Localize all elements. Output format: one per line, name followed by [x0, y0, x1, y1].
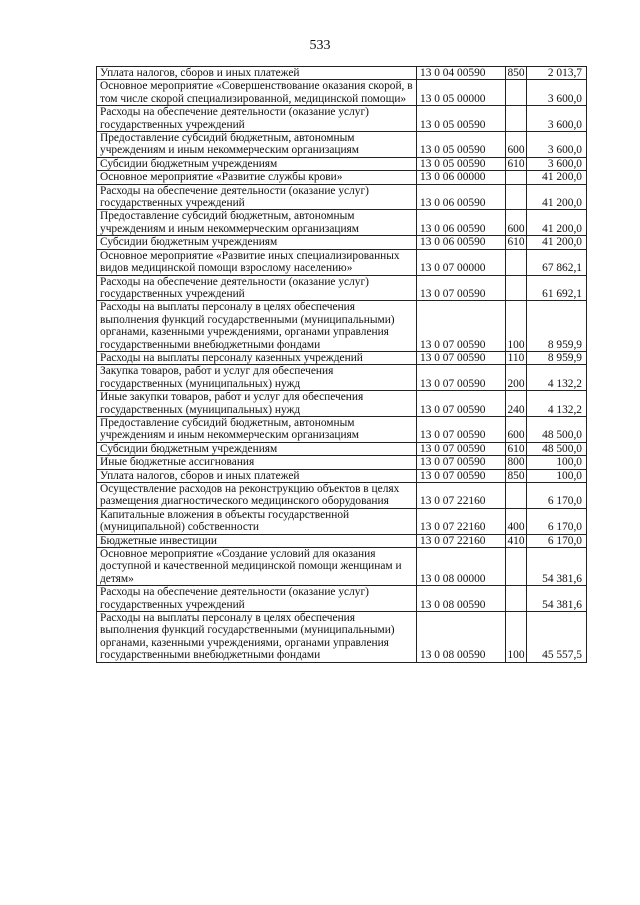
row-vr-code: [506, 249, 527, 275]
row-name: Расходы на обеспечение деятельности (оказание услуг) государственных учреждений: [97, 184, 417, 210]
row-csr-code: 13 0 07 00590: [417, 351, 506, 364]
row-csr-code: 13 0 07 00590: [417, 365, 506, 391]
table-row: [97, 210, 587, 236]
table-row: [97, 171, 587, 184]
row-name: Расходы на обеспечение деятельности (оказание услуг) государственных учреждений: [97, 106, 417, 132]
row-amount: 41 200,0: [527, 210, 587, 236]
row-name: Субсидии бюджетным учреждениям: [97, 157, 417, 170]
row-name: Капитальные вложения в объекты государственной (муниципальной) собственности: [97, 508, 417, 534]
row-csr-code: 13 0 07 00590: [417, 456, 506, 469]
row-amount: 3 600,0: [527, 80, 587, 106]
row-vr-code: 600: [506, 210, 527, 236]
table-row: [97, 249, 587, 275]
row-name: Предоставление субсидий бюджетным, автономным учреждениям и иным некоммерческим организациям: [97, 132, 417, 158]
table-row: [97, 612, 587, 663]
row-name: Закупка товаров, работ и услуг для обеспечения государственных (муниципальных) нужд: [97, 365, 417, 391]
row-vr-code: 410: [507, 534, 525, 547]
row-amount: 41 200,0: [527, 171, 587, 184]
row-csr-code: 13 0 08 00590: [417, 612, 506, 663]
row-csr-code: 13 0 08 00000: [417, 548, 506, 586]
table-row: [97, 365, 587, 391]
page-number: 533: [309, 38, 331, 53]
row-name: Осуществление расходов на реконструкцию объектов в целях размещения диагностического медицинского оборудования: [97, 483, 417, 509]
row-amount: 4 132,2: [527, 365, 587, 391]
row-vr-code: 610: [507, 236, 525, 249]
table-row: [97, 483, 587, 509]
row-csr-code: 13 0 07 00590: [417, 301, 506, 352]
row-amount: 67 862,1: [527, 249, 587, 275]
row-name: Предоставление субсидий бюджетным, автономным учреждениям и иным некоммерческим организациям: [97, 416, 417, 442]
row-name: Уплата налогов, сборов и иных платежей: [97, 469, 417, 482]
row-vr-code: [506, 586, 527, 612]
row-csr-code: 13 0 06 00590: [417, 236, 506, 249]
row-vr-code: 600: [506, 416, 527, 442]
row-name: Предоставление субсидий бюджетным, автономным учреждениям и иным некоммерческим организациям: [97, 210, 417, 236]
row-name: Основное мероприятие «Создание условий для оказания доступной и качественной медицинской помощи женщинам и детям»: [97, 548, 417, 586]
row-vr-code: 240: [506, 391, 527, 417]
row-amount: 48 500,0: [527, 416, 587, 442]
row-amount: 3 600,0: [527, 157, 587, 170]
row-csr-code: 13 0 05 00000: [417, 80, 506, 106]
row-csr-code: 13 0 06 00000: [417, 171, 506, 184]
row-csr-code: 13 0 06 00590: [417, 210, 506, 236]
row-vr-code: 610: [507, 442, 525, 455]
table-row: [97, 442, 587, 455]
row-amount: 48 500,0: [527, 442, 587, 455]
row-vr-code: [506, 106, 527, 132]
row-vr-code: 110: [506, 351, 527, 364]
row-name: Расходы на выплаты персоналу в целях обеспечения выполнения функций государственными (муниципальными) органами, казенными учреждениями, органами управления государственными внебюджетными фондами: [97, 612, 417, 663]
row-amount: 8 959,9: [527, 301, 587, 352]
row-amount: 100,0: [527, 469, 587, 482]
row-vr-code: 600: [506, 132, 527, 158]
row-name: Расходы на обеспечение деятельности (оказание услуг) государственных учреждений: [97, 586, 417, 612]
row-name: Уплата налогов, сборов и иных платежей: [97, 67, 417, 80]
table-row: [97, 157, 587, 170]
row-name: Бюджетные инвестиции: [97, 534, 417, 547]
row-vr-code: [506, 80, 527, 106]
row-vr-code: 800: [507, 456, 525, 469]
row-csr-code: 13 0 07 22160: [417, 483, 506, 509]
row-name: Иные закупки товаров, работ и услуг для обеспечения государственных (муниципальных) нужд: [97, 391, 417, 417]
row-csr-code: 13 0 05 00590: [417, 132, 506, 158]
table-row: [97, 106, 587, 132]
row-csr-code: 13 0 07 22160: [417, 534, 506, 547]
row-amount: 41 200,0: [527, 184, 587, 210]
row-vr-code: 610: [507, 157, 525, 170]
table-row: [97, 534, 587, 547]
row-name: Расходы на выплаты персоналу в целях обеспечения выполнения функций государственными (муниципальными) органами, казенными учреждениями, органами управления государственными внебюджетными фондами: [97, 301, 417, 352]
table-row: [97, 275, 587, 301]
row-name: Субсидии бюджетным учреждениям: [97, 442, 417, 455]
row-amount: 3 600,0: [527, 132, 587, 158]
row-amount: 45 557,5: [527, 612, 587, 663]
row-name: Субсидии бюджетным учреждениям: [97, 236, 417, 249]
row-vr-code: 850: [507, 67, 525, 79]
row-csr-code: 13 0 07 22160: [417, 508, 506, 534]
row-amount: 3 600,0: [527, 106, 587, 132]
table-row: [97, 236, 587, 249]
row-name: Основное мероприятие «Совершенствование оказания скорой, в том числе скорой специализированной, медицинской помощи»: [97, 80, 417, 106]
row-csr-code: 13 0 08 00590: [417, 586, 506, 612]
row-name: Расходы на обеспечение деятельности (оказание услуг) государственных учреждений: [97, 275, 417, 301]
row-csr-code: 13 0 06 00590: [417, 184, 506, 210]
row-csr-code: 13 0 05 00590: [417, 106, 506, 132]
table-row: [97, 80, 587, 106]
table-row: [97, 416, 587, 442]
row-amount: 100,0: [527, 456, 587, 469]
row-vr-code: [506, 184, 527, 210]
row-csr-code: 13 0 05 00590: [417, 157, 506, 170]
row-amount: 6 170,0: [527, 483, 587, 509]
row-amount: 54 381,6: [527, 548, 587, 586]
row-amount: 8 959,9: [527, 351, 587, 364]
table-row: [97, 391, 587, 417]
row-vr-code: 850: [507, 469, 525, 482]
table-row: [97, 508, 587, 534]
budget-table: [96, 66, 587, 663]
row-vr-code: 200: [506, 365, 527, 391]
row-csr-code: 13 0 04 00590: [417, 67, 506, 80]
row-vr-code: 400: [506, 508, 527, 534]
row-csr-code: 13 0 07 00000: [417, 249, 506, 275]
row-csr-code: 13 0 07 00590: [417, 442, 506, 455]
table-row: [97, 469, 587, 482]
row-csr-code: 13 0 07 00590: [417, 275, 506, 301]
row-name: Иные бюджетные ассигнования: [97, 456, 417, 469]
table-row: [97, 301, 587, 352]
row-amount: 54 381,6: [527, 586, 587, 612]
table-row: [97, 67, 587, 80]
row-name: Расходы на выплаты персоналу казенных учреждений: [97, 351, 417, 364]
row-vr-code: [506, 483, 527, 509]
table-row: [97, 548, 587, 586]
row-csr-code: 13 0 07 00590: [417, 416, 506, 442]
row-vr-code: [506, 548, 527, 586]
row-amount: 4 132,2: [527, 391, 587, 417]
table-row: [97, 456, 587, 469]
row-amount: 41 200,0: [527, 236, 587, 249]
row-vr-code: [506, 275, 527, 301]
row-vr-code: 100: [506, 301, 527, 352]
row-amount: 6 170,0: [527, 534, 587, 547]
row-name: Основное мероприятие «Развитие иных специализированных видов медицинской помощи взрослому населению»: [97, 249, 417, 275]
table-row: [97, 184, 587, 210]
row-amount: 61 692,1: [527, 275, 587, 301]
row-vr-code: [506, 171, 527, 184]
budget-table-body: [97, 67, 587, 663]
table-row: [97, 132, 587, 158]
row-name: Основное мероприятие «Развитие службы крови»: [97, 171, 417, 184]
row-csr-code: 13 0 07 00590: [417, 391, 506, 417]
table-row: [97, 351, 587, 364]
row-amount: 6 170,0: [527, 508, 587, 534]
row-csr-code: 13 0 07 00590: [417, 469, 506, 482]
row-amount: 2 013,7: [527, 67, 587, 80]
table-row: [97, 586, 587, 612]
row-vr-code: 100: [506, 612, 527, 663]
